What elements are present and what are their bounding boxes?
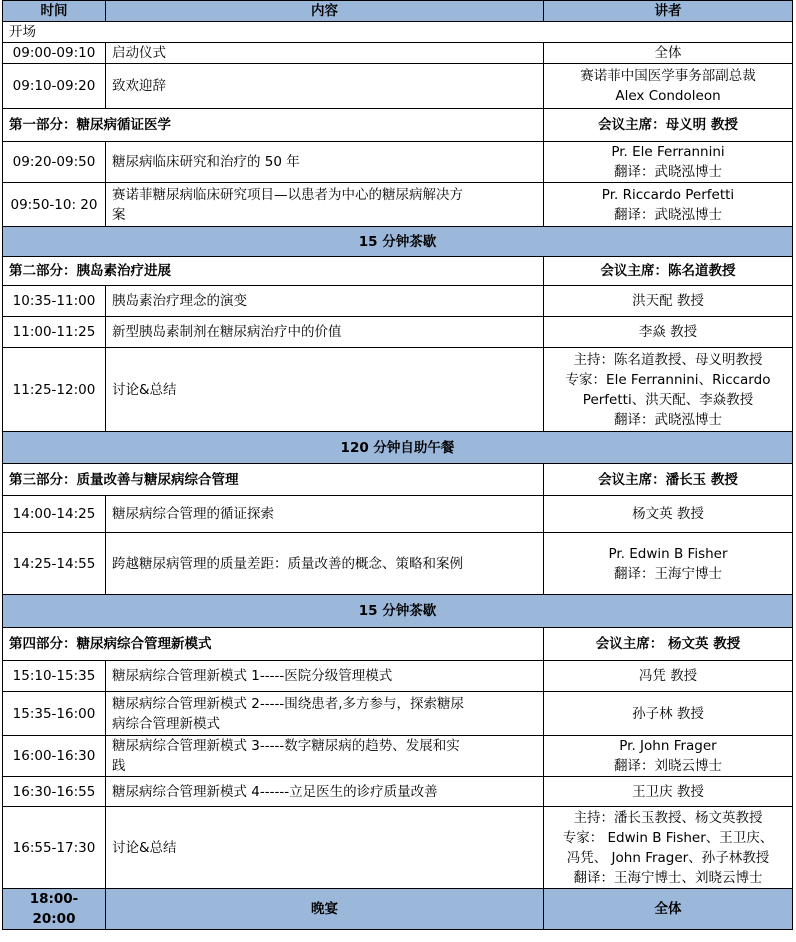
session-speaker	[544, 661, 793, 692]
session-topic	[106, 348, 544, 432]
session-time: 10:35-11:00	[3, 286, 106, 317]
session-topic	[106, 777, 544, 807]
opening-label: 开场	[3, 22, 793, 43]
session-speaker-line: 冯凭、 John Frager、孙子林教授	[566, 849, 770, 866]
session-topic-line: 糖尿病临床研究和治疗的 50 年	[112, 154, 300, 170]
session-speaker	[544, 183, 793, 227]
agenda-row	[3, 183, 793, 227]
session-topic	[106, 64, 544, 109]
session-speaker	[544, 777, 793, 807]
section-title: 第四部分：糖尿病综合管理新模式	[3, 628, 544, 661]
break-label: 120 分钟自助午餐	[3, 432, 793, 464]
agenda-row	[3, 777, 793, 807]
session-speaker-line: 翻译：武晓泓博士	[614, 164, 722, 180]
session-speaker-line: 主持：潘长玉教授、杨文英教授	[573, 809, 763, 826]
agenda-row	[3, 736, 793, 777]
session-speaker-line: 冯凭 教授	[638, 668, 698, 684]
session-speaker	[544, 348, 793, 432]
session-time: 09:20-09:50	[3, 142, 106, 183]
session-speaker-line: Pr. John Frager	[619, 738, 717, 754]
closing-time: 18:00-20:00	[3, 889, 106, 930]
session-time: 14:00-14:25	[3, 496, 106, 533]
session-speaker-line: 主持：陈名道教授、母义明教授	[573, 351, 763, 368]
section-title: 第二部分：胰岛素治疗进展	[3, 257, 544, 286]
session-topic	[106, 142, 544, 183]
agenda-row	[3, 496, 793, 533]
session-speaker	[544, 43, 793, 64]
closing-speaker: 全体	[544, 889, 793, 930]
session-topic-line: 案	[112, 206, 126, 223]
session-time: 14:25-14:55	[3, 533, 106, 595]
session-speaker-line: Perfetti、洪天配、李焱教授	[582, 391, 754, 408]
session-topic-line: 糖尿病综合管理新模式 3-----数字糖尿病的趋势、发展和实	[112, 738, 460, 754]
break-label: 15 分钟茶歇	[3, 227, 793, 257]
session-topic	[106, 661, 544, 692]
session-topic-line: 病综合管理新模式	[112, 715, 220, 732]
break-label: 15 分钟茶歇	[3, 595, 793, 628]
session-topic-line: 讨论&总结	[112, 839, 177, 856]
agenda-row	[3, 64, 793, 109]
session-topic	[106, 533, 544, 595]
session-speaker	[544, 286, 793, 317]
session-time: 16:00-16:30	[3, 736, 106, 777]
session-speaker	[544, 692, 793, 736]
agenda-row	[3, 317, 793, 348]
session-speaker	[544, 736, 793, 777]
session-topic-line: 践	[112, 758, 126, 774]
session-topic-line: 糖尿病综合管理新模式 2-----围绕患者,多方参与，探索糖尿	[112, 695, 465, 712]
session-topic-line: 赛诺菲糖尿病临床研究项目—以患者为中心的糖尿病解决方	[112, 186, 463, 203]
session-speaker-line: 王卫庆 教授	[632, 783, 704, 800]
section-title: 第一部分：糖尿病循证医学	[3, 109, 544, 142]
section-header-row	[3, 109, 793, 142]
session-speaker-line: Alex Condoleon	[615, 88, 721, 104]
section-header-row	[3, 628, 793, 661]
session-topic-line: 致欢迎辞	[112, 78, 166, 94]
session-topic-line: 糖尿病综合管理的循证探索	[112, 506, 274, 522]
section-chair: 会议主席： 杨文英 教授	[544, 628, 793, 661]
session-time: 15:10-15:35	[3, 661, 106, 692]
session-time: 16:30-16:55	[3, 777, 106, 807]
session-topic-line: 新型胰岛素制剂在糖尿病治疗中的价值	[112, 324, 342, 340]
session-speaker-line: 孙子林 教授	[632, 705, 704, 722]
section-title: 第三部分：质量改善与糖尿病综合管理	[3, 464, 544, 496]
session-speaker-line: 翻译：武晓泓博士	[614, 206, 722, 223]
session-speaker	[544, 64, 793, 109]
session-topic	[106, 286, 544, 317]
break-row	[3, 595, 793, 628]
section-header-row	[3, 464, 793, 496]
session-time: 11:00-11:25	[3, 317, 106, 348]
session-topic	[106, 317, 544, 348]
session-speaker	[544, 533, 793, 595]
header-row	[3, 1, 793, 22]
session-speaker-line: 李焱 教授	[638, 324, 698, 340]
session-time: 15:35-16:00	[3, 692, 106, 736]
session-speaker	[544, 317, 793, 348]
session-topic-line: 讨论&总结	[112, 381, 177, 398]
agenda-row	[3, 661, 793, 692]
section-chair: 会议主席：陈名道教授	[544, 257, 793, 286]
session-speaker-line: 洪天配 教授	[632, 293, 704, 309]
agenda-row	[3, 692, 793, 736]
session-topic-line: 胰岛素治疗理念的演变	[112, 293, 247, 309]
session-speaker-line: Pr. Ele Ferrannini	[611, 144, 725, 160]
agenda-row	[3, 807, 793, 889]
session-speaker	[544, 496, 793, 533]
session-time: 09:00-09:10	[3, 43, 106, 64]
session-speaker-line: Pr. Edwin B Fisher	[608, 545, 728, 562]
session-speaker-line: 全体	[654, 45, 682, 61]
break-row	[3, 227, 793, 257]
session-speaker-line: 翻译：王海宁博士	[614, 565, 722, 582]
session-topic	[106, 183, 544, 227]
header-speaker: 讲者	[544, 1, 793, 22]
session-speaker-line: 杨文英 教授	[632, 506, 704, 522]
session-time: 09:10-09:20	[3, 64, 106, 109]
section-header-row	[3, 257, 793, 286]
session-speaker-line: 翻译：武晓泓博士	[614, 411, 722, 428]
header-time: 时间	[3, 1, 106, 22]
break-row	[3, 432, 793, 464]
session-topic	[106, 807, 544, 889]
session-speaker	[544, 807, 793, 889]
session-speaker-line: 专家： Edwin B Fisher、王卫庆、	[562, 829, 774, 846]
session-time: 11:25-12:00	[3, 348, 106, 432]
session-speaker-line: 赛诺菲中国医学事务部副总裁	[580, 68, 756, 84]
header-content: 内容	[106, 1, 544, 22]
session-speaker	[544, 142, 793, 183]
agenda-row	[3, 286, 793, 317]
session-topic-line: 启动仪式	[112, 45, 166, 61]
closing-row	[3, 889, 793, 930]
session-speaker-line: 翻译：王海宁博士、刘晓云博士	[573, 869, 763, 886]
session-topic-line: 糖尿病综合管理新模式 4------立足医生的诊疗质量改善	[112, 783, 438, 800]
session-topic	[106, 692, 544, 736]
session-topic-line: 糖尿病综合管理新模式 1-----医院分级管理模式	[112, 668, 393, 684]
agenda-table	[2, 0, 793, 930]
session-topic	[106, 736, 544, 777]
session-speaker-line: 翻译：刘晓云博士	[614, 758, 722, 774]
agenda-row	[3, 348, 793, 432]
session-speaker-line: 专家：Ele Ferrannini、Riccardo	[565, 371, 771, 388]
session-time: 16:55-17:30	[3, 807, 106, 889]
session-topic	[106, 43, 544, 64]
session-topic	[106, 496, 544, 533]
session-time: 09:50-10: 20	[3, 183, 106, 227]
section-chair: 会议主席：潘长玉 教授	[544, 464, 793, 496]
agenda-row	[3, 533, 793, 595]
session-speaker-line: Pr. Riccardo Perfetti	[601, 186, 735, 203]
agenda-row	[3, 142, 793, 183]
closing-event: 晚宴	[106, 889, 544, 930]
section-chair: 会议主席：母义明 教授	[544, 109, 793, 142]
agenda-row	[3, 43, 793, 64]
opening-row	[3, 22, 793, 43]
session-topic-line: 跨越糖尿病管理的质量差距：质量改善的概念、策略和案例	[112, 555, 463, 572]
